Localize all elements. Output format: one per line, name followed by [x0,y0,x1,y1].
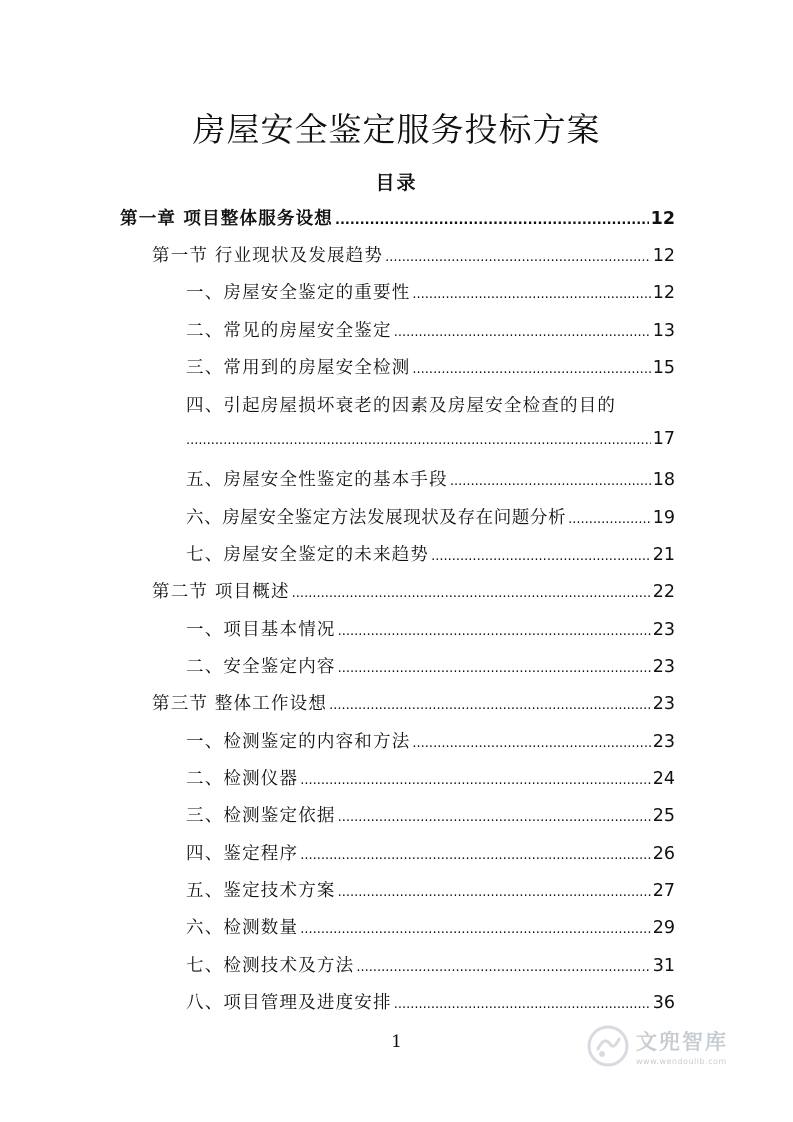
toc-entry-item-long-continuation[interactable] [186,429,675,459]
toc-entry-item[interactable] [186,802,675,832]
toc-leader-dots [338,624,651,639]
toc-entry-text: 二、安全鉴定内容 [186,657,336,677]
toc-entry-page: 23 [652,732,675,752]
toc-entry-item[interactable] [186,989,675,1019]
watermark-name: 文兜智库 [636,1030,728,1054]
toc-entry-page: 18 [652,470,675,490]
toc-entry-page: 31 [652,956,675,976]
toc-entry-item[interactable] [186,466,675,496]
toc-leader-dots [412,736,650,751]
toc-entry-item[interactable] [186,616,675,646]
toc-leader-dots [329,698,651,713]
toc-entry-page: 17 [652,429,675,449]
toc-entry-page: 25 [652,806,675,826]
toc-entry-section[interactable] [152,690,675,720]
toc-entry-item[interactable] [186,765,675,795]
toc-entry-text: 六、房屋安全鉴定方法发展现状及存在问题分析 [186,508,567,528]
toc-entry-item[interactable] [186,877,675,907]
toc-entry-text: 三、常用到的房屋安全检测 [186,358,411,378]
toc-leader-dots [338,885,651,900]
toc-entry-section[interactable] [152,578,675,608]
toc-entry-page: 22 [652,582,675,602]
toc-leader-dots [450,474,651,489]
watermark-url: www.wendoulib.com [636,1057,727,1066]
toc-entry-text: 六、检测数量 [186,918,299,938]
toc-entry-text: 三、检测鉴定依据 [186,806,336,826]
toc-leader-dots [338,661,651,676]
toc-entry-page: 23 [652,694,675,714]
toc-entry-item[interactable] [186,504,675,534]
toc-heading: 目录 [375,172,418,194]
toc-leader-dots [338,810,651,825]
toc-entry-page: 29 [652,918,675,938]
toc-leader-dots [300,922,651,937]
toc-entry-page: 26 [652,844,675,864]
toc-entry-item[interactable] [186,840,675,870]
toc-entry-text: 七、房屋安全鉴定的未来趋势 [186,545,430,565]
toc-entry-text: 第三节 整体工作设想 [152,694,328,714]
toc-leader-dots [186,433,651,448]
toc-entry-text: 四、鉴定程序 [186,844,299,864]
toc-entry-item[interactable] [186,354,675,384]
toc-leader-dots [412,287,650,302]
toc-entry-text: 七、检测技术及方法 [186,956,355,976]
toc-leader-dots [394,325,651,340]
toc-entry-page: 12 [652,283,675,303]
toc-entry-text: 四、引起房屋损坏衰老的因素及房屋安全检查的目的 [186,396,617,416]
toc-entry-text: 一、项目基本情况 [186,620,336,640]
toc-entry-item[interactable] [186,541,675,571]
toc-entry-page: 21 [652,545,675,565]
toc-entry-page: 27 [652,881,675,901]
document-title: 房屋安全鉴定服务投标方案 [192,110,601,149]
toc-entry-section[interactable] [152,242,675,272]
toc-entry-page: 24 [652,769,675,789]
toc-leader-dots [412,362,650,377]
toc-leader-dots [335,213,649,228]
toc-leader-dots [431,549,651,564]
wendou-logo-icon [586,1024,630,1068]
toc-entry-page: 13 [652,321,675,341]
toc-entry-page: 19 [652,508,675,528]
toc-entry-page: 36 [652,993,675,1013]
toc-entry-text: 第二节 项目概述 [152,582,290,602]
toc-entry-page: 12 [650,209,675,229]
page-number: 1 [391,1032,402,1052]
toc-entry-chapter-1[interactable] [120,205,675,235]
toc-entry-text: 二、常见的房屋安全鉴定 [186,321,392,341]
toc-entry-text: 第一章 项目整体服务设想 [120,209,333,229]
toc-entry-item[interactable] [186,653,675,683]
toc-entry-text: 五、房屋安全性鉴定的基本手段 [186,470,448,490]
toc-leader-dots [300,848,651,863]
toc-entry-item[interactable] [186,914,675,944]
toc-leader-dots [292,586,651,601]
toc-leader-dots [394,997,651,1012]
toc-entry-item[interactable] [186,952,675,982]
toc-entry-text: 一、检测鉴定的内容和方法 [186,732,411,752]
toc-entry-text: 第一节 行业现状及发展趋势 [152,246,384,266]
toc-entry-text: 八、项目管理及进度安排 [186,993,392,1013]
toc-entry-page: 12 [652,246,675,266]
toc-entry-text: 五、鉴定技术方案 [186,881,336,901]
toc-entry-page: 15 [652,358,675,378]
toc-leader-dots [385,250,651,265]
toc-entry-item[interactable] [186,317,675,347]
toc-entry-text: 一、房屋安全鉴定的重要性 [186,283,411,303]
toc-leader-dots [300,773,651,788]
toc-entry-text: 二、检测仪器 [186,769,299,789]
toc-entry-page: 23 [652,620,675,640]
toc-entry-item-long[interactable] [186,392,675,422]
toc-leader-dots [568,512,651,527]
toc-entry-page: 23 [652,657,675,677]
toc-entry-item[interactable] [186,279,675,309]
toc-entry-item[interactable] [186,728,675,758]
toc-leader-dots [356,960,650,975]
watermark [586,1020,756,1072]
